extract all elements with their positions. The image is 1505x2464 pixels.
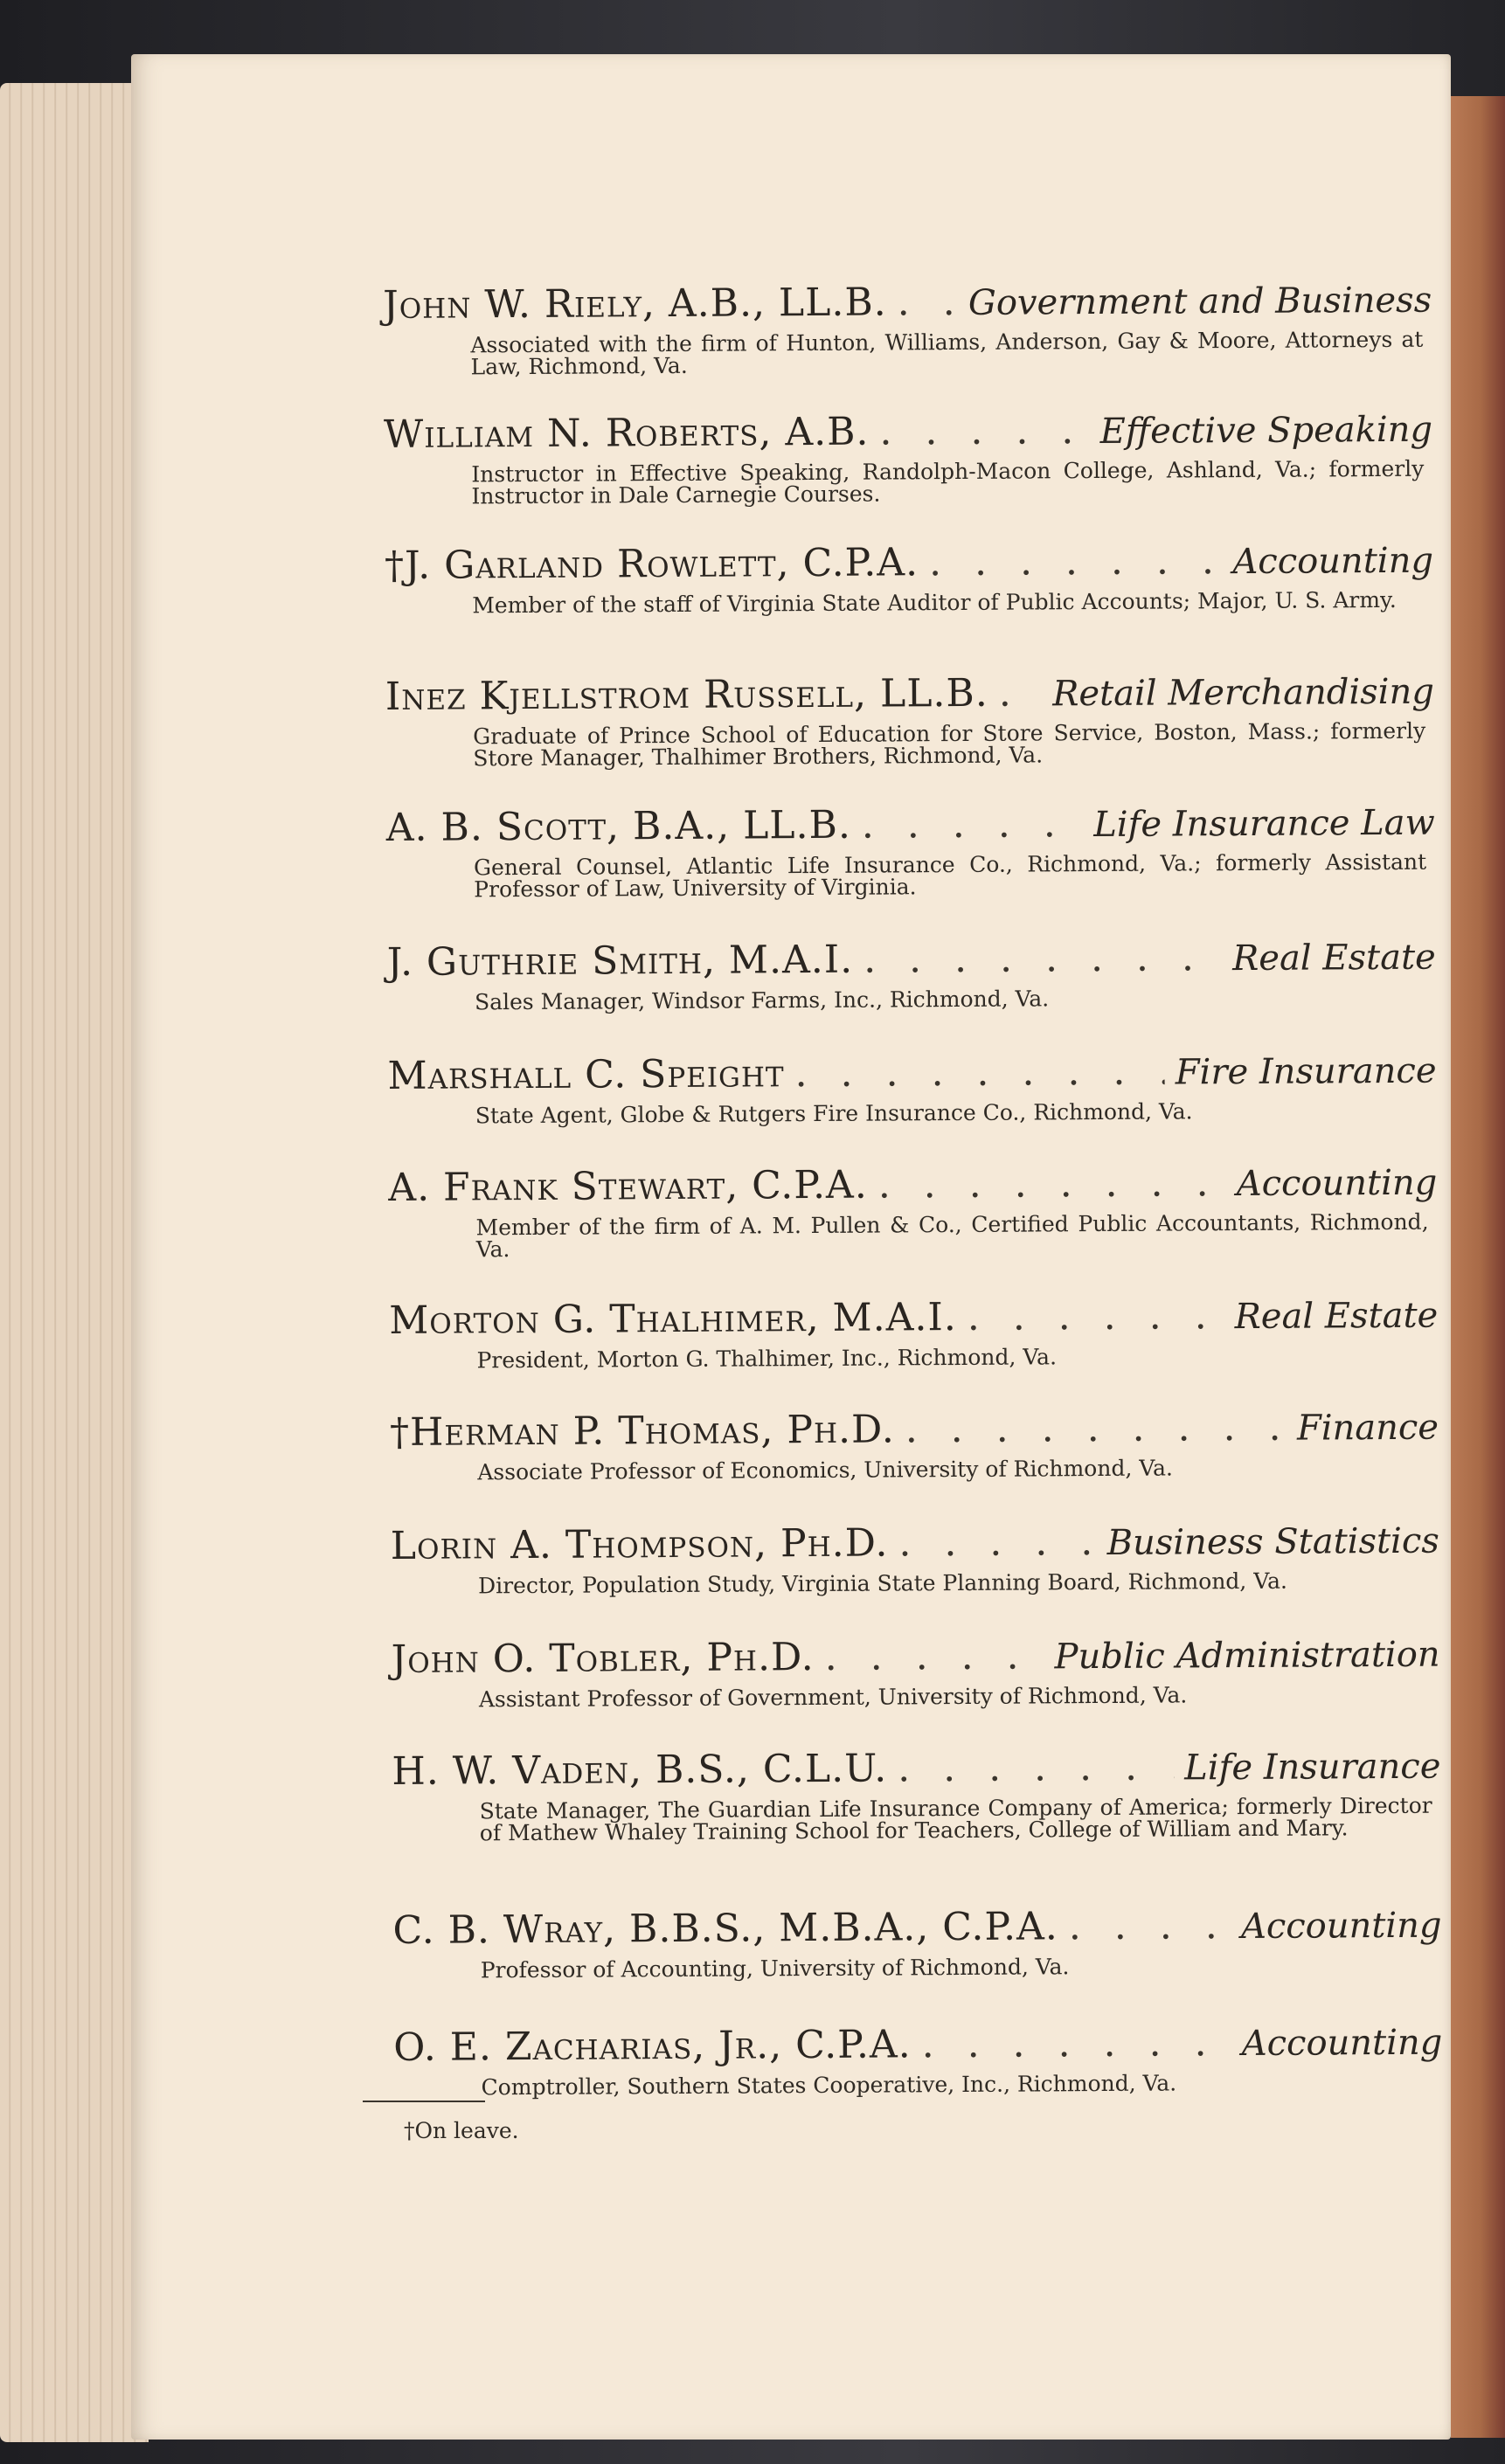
faculty-description: Comptroller, Southern States Cooperative, Inc., Richmond, Va. (481, 2070, 1177, 2101)
footnote-rule (363, 2101, 485, 2102)
faculty-subject: Accounting (1241, 2022, 1443, 2065)
faculty-name: A. Frank Stewart, C.P.A. (388, 1162, 868, 1210)
faculty-entry (387, 1046, 1437, 1127)
faculty-name: Morton G. Thalhimer, M.A.I. (389, 1295, 957, 1343)
faculty-name: John W. Riely, A.B., LL.B. (383, 280, 887, 328)
faculty-entry (392, 1900, 1442, 1982)
faculty-description: Sales Manager, Windsor Farms, Inc., Richmond, Va. (474, 986, 1050, 1015)
faculty-name: †Herman P. Thomas, Ph.D. (389, 1407, 895, 1455)
dot-leader (905, 1403, 1287, 1455)
faculty-subject: Finance (1296, 1407, 1439, 1449)
footnote: †On leave. (404, 2118, 519, 2143)
faculty-description: Associate Professor of Economics, University of Richmond, Va. (477, 1455, 1173, 1485)
faculty-description: Professor of Accounting, University of Richmond, Va. (480, 1954, 1070, 1983)
dot-leader (794, 1048, 1165, 1099)
faculty-name: A. B. Scott, B.A., LL.B. (385, 802, 851, 850)
faculty-subject: Business Statistics (1106, 1520, 1439, 1563)
faculty-subject: Fire Insurance (1175, 1050, 1437, 1093)
faculty-description: Assistant Professor of Government, University of Richmond, Va. (478, 1682, 1188, 1713)
dot-leader (898, 1743, 1174, 1794)
faculty-name: John O. Tobler, Ph.D. (391, 1635, 815, 1682)
dot-leader (879, 406, 1090, 456)
dot-leader (862, 799, 1084, 850)
faculty-description: General Counsel, Atlantic Life Insurance Co., Richmond, Va.; formerly Assistant Professor of Law, University of Virginia. (474, 848, 1427, 903)
faculty-name: Lorin A. Thompson, Ph.D. (390, 1520, 889, 1568)
faculty-description: Instructor in Effective Speaking, Randolph-Macon College, Ashland, Va.; formerly Instructor in Dale Carnegie Courses. (471, 455, 1425, 509)
faculty-description: Member of the staff of Virginia State Auditor of Public Accounts; Major, U. S. Army. (472, 586, 1397, 619)
faculty-entry (391, 1516, 1440, 1597)
faculty-subject: Life Insurance Law (1093, 802, 1435, 846)
faculty-name: †J. Garland Rowlett, C.P.A. (384, 540, 919, 588)
dot-leader (825, 1631, 1044, 1682)
dot-leader (898, 278, 959, 327)
faculty-subject: Retail Merchandising (1052, 671, 1435, 715)
faculty-subject: Real Estate (1234, 1295, 1439, 1338)
faculty-name: J. Guthrie Smith, M.A.I. (386, 937, 854, 985)
faculty-entry (389, 1291, 1439, 1372)
dot-leader (929, 536, 1223, 587)
faculty-subject: Accounting (1240, 1905, 1442, 1948)
faculty-description: President, Morton G. Thalhimer, Inc., Richmond, Va. (476, 1344, 1058, 1374)
dot-leader (1069, 1901, 1231, 1951)
faculty-name: H. W. Vaden, B.S., C.L.U. (392, 1746, 888, 1794)
dot-leader (968, 1291, 1224, 1342)
faculty-description: Member of the firm of A. M. Pullen & Co., Certified Public Accountants, Richmond, Va. (475, 1208, 1429, 1263)
faculty-entry (387, 932, 1437, 1014)
dot-leader (863, 933, 1222, 985)
faculty-subject: Life Insurance (1184, 1746, 1441, 1789)
faculty-subject: Effective Speaking (1099, 409, 1433, 452)
faculty-name: William N. Roberts, A.B. (383, 409, 870, 457)
faculty-description: State Agent, Globe & Rutgers Fire Insurance Co., Richmond, Va. (475, 1098, 1193, 1129)
faculty-entry (391, 1630, 1440, 1711)
faculty-list (383, 275, 1443, 2186)
page-edges (0, 83, 149, 2442)
dot-leader (878, 1159, 1226, 1209)
faculty-entry (393, 2018, 1443, 2099)
faculty-description: Director, Population Study, Virginia State Planning Board, Richmond, Va. (478, 1568, 1287, 1599)
faculty-subject: Real Estate (1232, 937, 1436, 979)
faculty-entry (385, 536, 1434, 617)
dot-leader (999, 668, 1043, 717)
faculty-subject: Accounting (1236, 1162, 1438, 1205)
faculty-name: O. E. Zacharias, Jr., C.P.A. (393, 2022, 912, 2070)
faculty-entry (388, 1158, 1438, 1261)
faculty-name: Marshall C. Speight (387, 1051, 785, 1098)
faculty-description: Associated with the firm of Hunton, Williams, Anderson, Gay & Moore, Attorneys at Law, Richmond, Va. (470, 326, 1424, 380)
faculty-entry (383, 275, 1432, 378)
faculty-entry (385, 667, 1435, 770)
faculty-name: Inez Kjellstrom Russell, LL.B. (385, 670, 988, 719)
faculty-subject: Government and Business (968, 280, 1432, 323)
faculty-entry (392, 1741, 1441, 1845)
faculty-entry (386, 798, 1436, 901)
dot-leader (921, 2018, 1231, 2069)
faculty-description: Graduate of Prince School of Education for Store Service, Boston, Mass.; formerly Store Manager, Thalhimer Brothers, Richmond, Va. (473, 717, 1426, 772)
faculty-entry (384, 405, 1433, 508)
faculty-subject: Public Administration (1054, 1634, 1440, 1678)
dot-leader (898, 1518, 1097, 1568)
faculty-entry (390, 1402, 1439, 1484)
book-cover-edge (1451, 96, 1505, 2438)
faculty-name: C. B. Wray, B.B.S., M.B.A., C.P.A. (392, 1904, 1058, 1953)
faculty-description: State Manager, The Guardian Life Insurance Company of America; formerly Director of Mathew Whaley Training School for Teachers, College of William and Mary. (479, 1792, 1432, 1846)
faculty-subject: Accounting (1232, 540, 1434, 583)
